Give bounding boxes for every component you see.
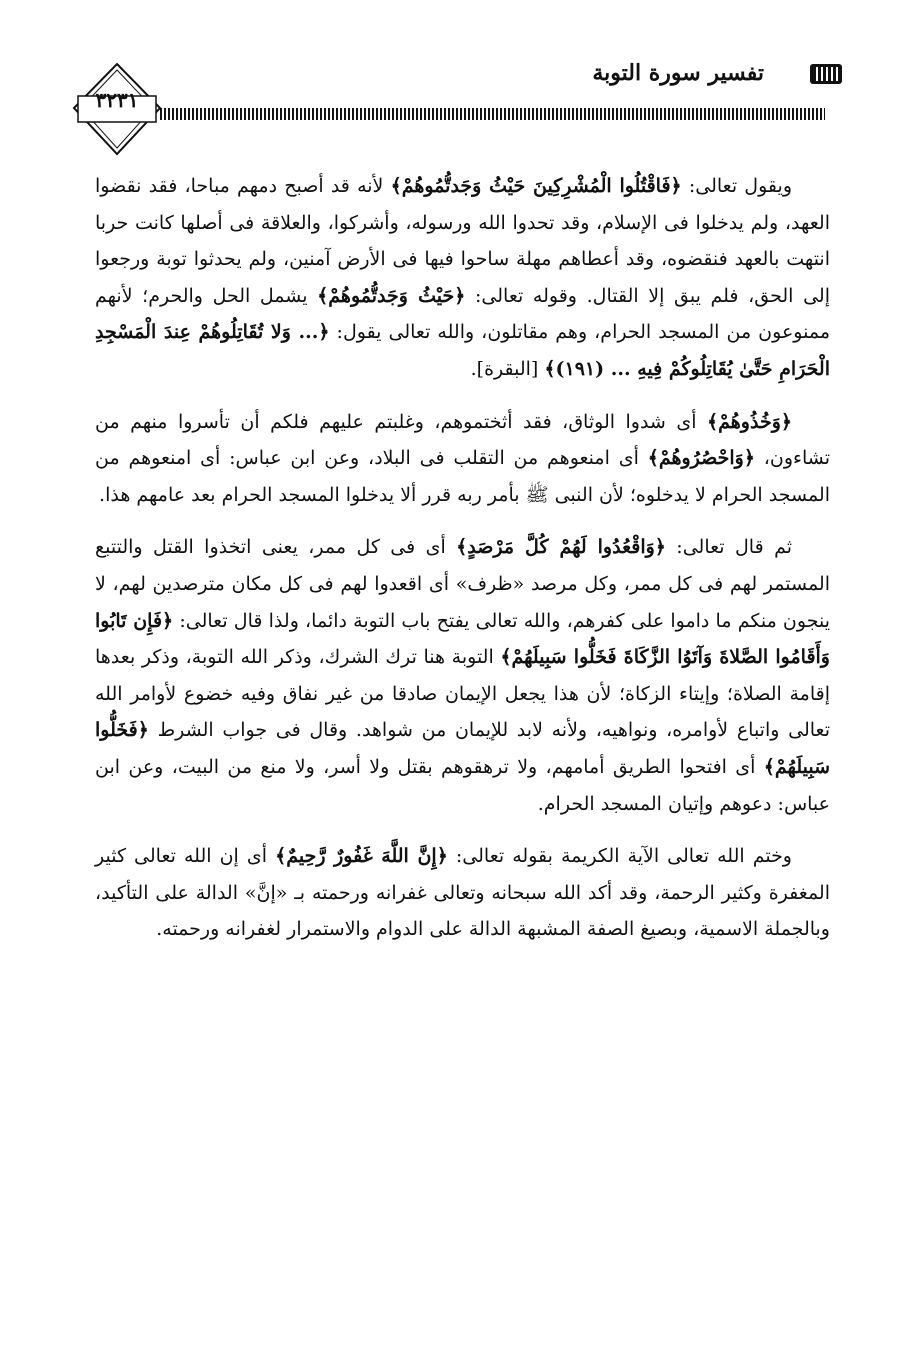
commentary-text: أى إن الله تعالى كثير المغفرة وكثير الرحمة، وقد أكد الله سبحانه وتعالى غفرانه ورحمته بـ «إنَّ» الدالة على التأكيد، وبالجملة الاسمية، وبصيغ الصفة المشبهة الدالة على الدوام والاستمرار لغفرانه ورحمته. [95,845,830,941]
commentary-text: أى امنعوهم من التقلب فى البلاد، وعن ابن عباس: أى امنعوهم من المسجد الحرام لا يدخلوه؛ لأن النبى ﷺ بأمر ربه قرر ألا يدخلوا المسجد الحرام بعد عامهم هذا. [95,447,830,506]
page-number: ٣٢٣١ [95,88,139,112]
page-number-badge [72,62,162,158]
commentary-text: أى فى كل ممر، يعنى اتخذوا القتل والتتبع المستمر لهم فى كل ممر، وكل مرصد «ظرف» أى اقعدوا لهم فى كل مكان مترصدين لهم، لا ينجون منكم ما داموا على كفرهم، والله تعالى يفتح باب التوبة دائما، ولذا قال تعالى: [95,536,830,632]
ornament-icon [808,62,844,86]
tafsir-text [95,168,830,964]
commentary-text: أى شدوا الوثاق، فقد أثختموهم، وغلبتم عليهم فلكم أن تأسروا منهم من تشاءون، [95,410,831,470]
quran-verse: ﴿... وَلا تُقَاتِلُوهُمْ عِندَ الْمَسْجِدِ الْحَرَامِ حَتَّىٰ يُقَاتِلُوكُمْ فِيهِ ... (١٩١)﴾ [95,321,830,380]
paragraph [95,404,830,514]
commentary-text: التوبة هنا ترك الشرك، وذكر الله التوبة، وذكر بعدها إقامة الصلاة؛ وإيتاء الزكاة؛ لأن هذا يجعل الإيمان صادقا من غير نفاق وفيه خضوع لأوامر الله تعالى واتباع لأوامره، ونواهيه، ولأنه لابد للإيمان من شواهد. وقال فى جواب الشرط [95,646,830,742]
quran-verse: ﴿وَخُذُوهُمْ﴾ [707,410,792,433]
commentary-text: لأنه قد أصبح دمهم مباحا، فقد نقضوا العهد، ولم يدخلوا فى الإسلام، وقد تحدوا الله ورسوله، وأشركوا، والعلاقة فى أصلها كانت حربا انتهت بالعهد فنقضوه، وقد أعطاهم مهلة ساحوا فيها فى الأرض آمنين، ولم يحدثوا توبة ورجعوا إلى الحق، فلم يبق إلا القتال. وقوله تعالى: [95,175,830,307]
page-header [0,0,924,170]
quran-verse: ﴿حَيْثُ وَجَدتُّمُوهُمْ﴾ [317,284,466,307]
commentary-text: أى افتحوا الطريق أمامهم، ولا ترهقوهم بقتل ولا أسر، ولا منع من البيت، وعن ابن عباس: دعوهم وإتيان المسجد الحرام. [95,755,830,815]
quran-verse: ﴿وَاقْعُدُوا لَهُمْ كُلَّ مَرْصَدٍ﴾ [456,536,666,559]
quran-verse: ﴿فَاقْتُلُوا الْمُشْرِكِينَ حَيْثُ وَجَدتُّمُوهُمْ﴾ [390,175,682,197]
commentary-text: يشمل الحل والحرم؛ لأنهم ممنوعون من المسجد الحرام، وهم مقاتلون، والله تعالى يقول: [95,284,830,344]
quran-verse: ﴿فَخَلُّوا سَبِيلَهُمْ﴾ [95,719,830,778]
paragraph [95,529,830,822]
quran-verse: ﴿وَاحْصُرُوهُمْ﴾ [647,447,755,470]
paragraph [95,168,830,388]
commentary-text: وختم الله تعالى الآية الكريمة بقوله تعالى: [447,845,792,868]
commentary-text: [البقرة]. [470,357,545,380]
paragraph [95,838,830,948]
commentary-text: ويقول تعالى: [681,175,792,197]
quran-verse: ﴿فَإِن تَابُوا وَأَقَامُوا الصَّلاةَ وَآتَوُا الزَّكَاةَ فَخَلُّوا سَبِيلَهُمْ﴾ [95,609,830,669]
quran-verse: ﴿إِنَّ اللَّهَ غَفُورٌ رَّحِيمٌ﴾ [275,845,448,868]
header-rule [160,108,825,120]
page-title: تفسير سورة التوبة [592,60,764,86]
commentary-text: ثم قال تعالى: [665,536,792,559]
